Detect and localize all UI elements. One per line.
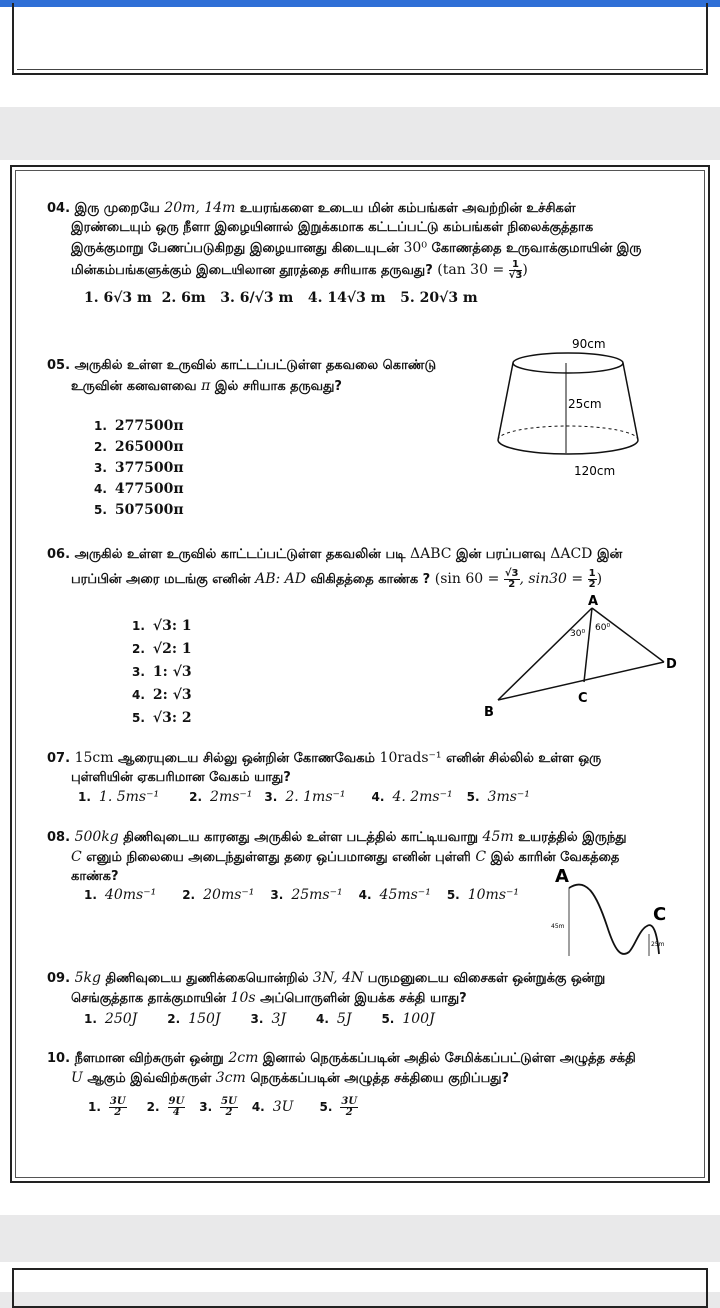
frustum-bottom-label: 120cm (574, 464, 616, 478)
track-height-25: 25m (651, 941, 665, 948)
previous-page (0, 7, 720, 107)
angle-60: 60⁰ (595, 623, 611, 633)
vertex-a: A (588, 594, 599, 609)
q5-option-1: 1. 277500π (94, 418, 184, 434)
q5-option-3: 3. 377500π (94, 460, 184, 476)
q5-option-4: 4. 477500π (94, 481, 184, 497)
q6-option-3: 3. 1: √3 (132, 664, 192, 680)
q7-options: 1. 1. 5ms⁻¹ 2. 2ms⁻¹ 3. 2. 1ms⁻¹ 4. 4. 2ms⁻¹ 5. 3ms⁻¹ (78, 789, 530, 805)
triangle-figure (478, 592, 688, 722)
angle-30: 30⁰ (570, 629, 586, 639)
vertex-c: C (578, 691, 588, 706)
frustum-figure (490, 335, 650, 485)
frustum-height-label: 25cm (568, 397, 602, 411)
q10-options: 1. $\frac{3U}{2}$ 2. $\frac{9U}{4}$ 3. $\frac{5U}{2}$ 4. 3U 5. $\frac{3U}{2}$ (88, 1095, 358, 1118)
q5-option-5: 5. 507500π (94, 502, 184, 518)
q6-option-4: 4. 2: √3 (132, 687, 192, 703)
next-page (0, 1262, 720, 1292)
frustum-top-label: 90cm (572, 337, 606, 351)
q4-options: 1. 6√3 m 2. 6m 3. 6/√3 m 4. 14√3 m 5. 20√3 m (84, 290, 478, 306)
q5-option-2: 2. 265000π (94, 439, 184, 455)
q6-option-5: 5. √3: 2 (132, 710, 192, 726)
vertex-d: D (666, 657, 677, 672)
q6-option-1: 1. √3: 1 (132, 618, 192, 634)
q8-options: 1. 40ms⁻¹ 2. 20ms⁻¹ 3. 25ms⁻¹ 4. 45ms⁻¹ 5. 10ms⁻¹ (84, 887, 520, 903)
track-figure (545, 866, 685, 962)
vertex-b: B (484, 705, 494, 720)
exam-page: 04. இரு முறையே 20m, 14m உயரங்களை உடைய மின் கம்பங்கள் அவற்றின் உச்சிகள் இரண்டையும் ஒரு நீளா இழையினால் இறுக்கமாக கட்டப்பட்டு கம்பங்கள் நிலைக்குத்தாக இருக்குமாறு பேணப்படுகிறது இழையானது கிடையுடன் 30⁰ கோணத்தை உருவாக்குமாயின் இரு மின்கம்பங்களுக்கும் இடையிலான தூரத்தை சரியாக தருவது? (tan 30 = $\frac{1}{√3}$ ) 1. 6√3 m 2. 6m 3. 6/√3 m 4. 14√3 m 5. 20√3 m 05. அருகில் உள்ள உருவில் காட்டப்பட்டுள்ள தகவலை கொண்டு உருவின் கனவளவை π இல் சரியாக தருவது? 1. 277500π 2. 265000π 3. 377500π 4. 477500π 5. 507500π 90cm 25cm 120cm 06. அருகில் உள்ள உருவில் காட்டப்பட்டுள்ள தகவலின் படி ΔABC இன் பரப்பளவு ΔACD இன் பரப்பின் அரை மடங்கு எனின் AB: AD விகிதத்தை காண்க ? (sin 60 = $\frac{√3}{2}$ , sin30 = $\frac{1}{2}$ ) 1. √3: 1 2. √2: 1 3. 1: √3 4. 2: √3 5. √3: 2 A B C D 30⁰ 60⁰ 07. 15cm ஆரையுடைய சில்லு ஒன்றின் கோணவேகம் 10rads⁻¹ எனின் சில்லில் உள்ள ஒரு புள்ளியின் ஏகபரிமான வேகம் யாது? 1. 1. 5ms⁻¹ 2. 2ms⁻¹ 3. 2. 1ms⁻¹ 4. 4. 2ms⁻¹ 5. 3ms⁻¹ 08. 500kg திணிவுடைய காரனது அருகில் உள்ள படத்தில் காட்டியவாறு 45m உயரத்தில் இருந்து C எனும் நிலையை அடைந்துள்ளது தரை ஒப்பமானது எனின் புள்ளி C இல் காரின் வேகத்தை காண்க? 1. 40ms⁻¹ 2. 20ms⁻¹ 3. 25ms⁻¹ 4. 45ms⁻¹ 5. 10ms⁻¹ A C 45m 25m 09. 5kg திணிவுடைய துணிக்கையொன்றில் 3N, 4N பருமனுடைய விசைகள் ஒன்றுக்கு ஒன்று செங்குத்தாக தாக்குமாயின் 10s அப்பொருளின் இயக்க சக்தி யாது? 1. 250J 2. 150J 3. 3J 4. 5J 5. 100J 10. நீளமான விற்சுருள் ஒன்று 2cm இனால் நெருக்கப்படின் அதில் சேமிக்கப்பட்டுள்ள அழுத்த சக்தி U ஆகும் இவ்விற்சுருள் 3cm நெருக்கப்படின் அழுத்த சக்தியை குறிப்பது? 1. $\frac{3U}{2}$ 2. $\frac{9U}{4}$ 3. $\frac{5U}{2}$ 4. 3U 5. $\frac{3U}{2}$ (0, 160, 720, 1215)
q9-options: 1. 250J 2. 150J 3. 3J 4. 5J 5. 100J (84, 1011, 435, 1027)
q6-option-2: 2. √2: 1 (132, 641, 192, 657)
track-height-45: 45m (551, 923, 565, 930)
track-point-a: A (555, 866, 569, 887)
track-point-c: C (653, 904, 667, 925)
